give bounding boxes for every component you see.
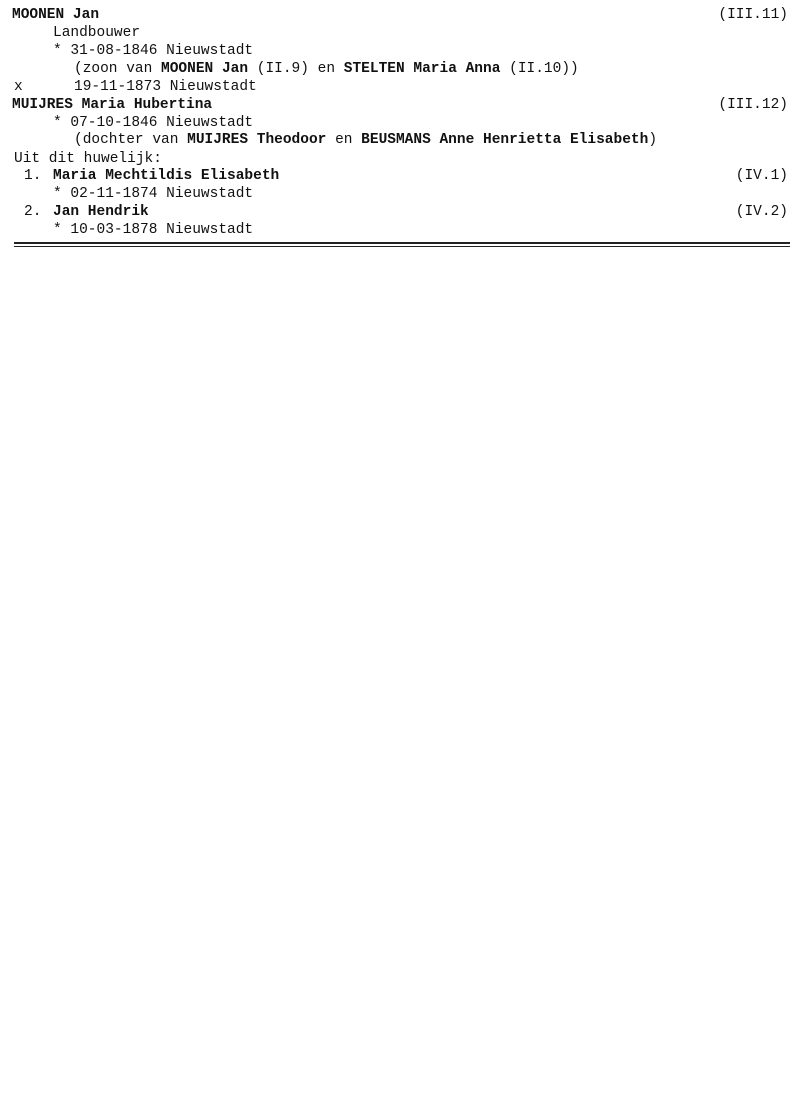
children-header: Uit dit huwelijk: [14,151,162,167]
child-ref: (IV.2) [735,204,788,220]
marriage-date-place: 19-11-1873 Nieuwstadt [74,79,257,95]
child-ref: (IV.1) [735,168,788,184]
separator-rule-top [14,242,790,244]
children-header-row [0,150,800,168]
child-name: Jan Hendrik [53,204,149,220]
mother-parents-row [0,131,800,149]
marriage-row [0,78,800,96]
father-ref: (III.11) [718,7,788,23]
father-parents-row [0,60,800,78]
father-parents-text [74,60,579,78]
father-name: MOONEN Jan [12,7,100,23]
father-occupation: Landbouwer [53,25,141,41]
mother-birth-row [0,114,800,132]
mother-parent-father-name: MUIJRES Theodoor [187,132,327,148]
mother-parents-open: (dochter van [74,132,179,148]
child-birth: * 10-03-1878 Nieuwstadt [53,222,254,238]
father-occupation-row [0,24,800,42]
child-birth-row [0,185,800,203]
father-parent-mother-ref: (II.10)) [509,61,579,77]
mother-row [0,96,800,114]
child-birth: * 02-11-1874 Nieuwstadt [53,186,254,202]
father-row [0,6,800,24]
mother-parent-mother-name: BEUSMANS Anne Henrietta Elisabeth [361,132,649,148]
mother-parents-close: ) [648,132,658,148]
separator-rule-bottom [14,246,790,247]
child-birth-row [0,221,800,239]
mother-ref: (III.12) [718,97,788,113]
child-number: 1. [24,168,42,184]
father-parent-mother-name: STELTEN Maria Anna [343,61,501,77]
child-name: Maria Mechtildis Elisabeth [53,168,280,184]
child-row [0,203,800,221]
father-parents-conj: en [317,61,336,77]
father-parent-father-name: MOONEN Jan [161,61,249,77]
child-row [0,167,800,185]
mother-birth: * 07-10-1846 Nieuwstadt [53,115,254,131]
child-number: 2. [24,204,42,220]
mother-parents-conj: en [335,132,353,148]
father-birth-row [0,42,800,60]
father-parents-open: (zoon van [74,61,153,77]
father-parent-father-ref: (II.9) [256,61,309,77]
father-birth: * 31-08-1846 Nieuwstadt [53,43,254,59]
mother-name: MUIJRES Maria Hubertina [12,97,213,113]
mother-parents-text [74,131,657,149]
marriage-symbol: x [14,79,23,95]
